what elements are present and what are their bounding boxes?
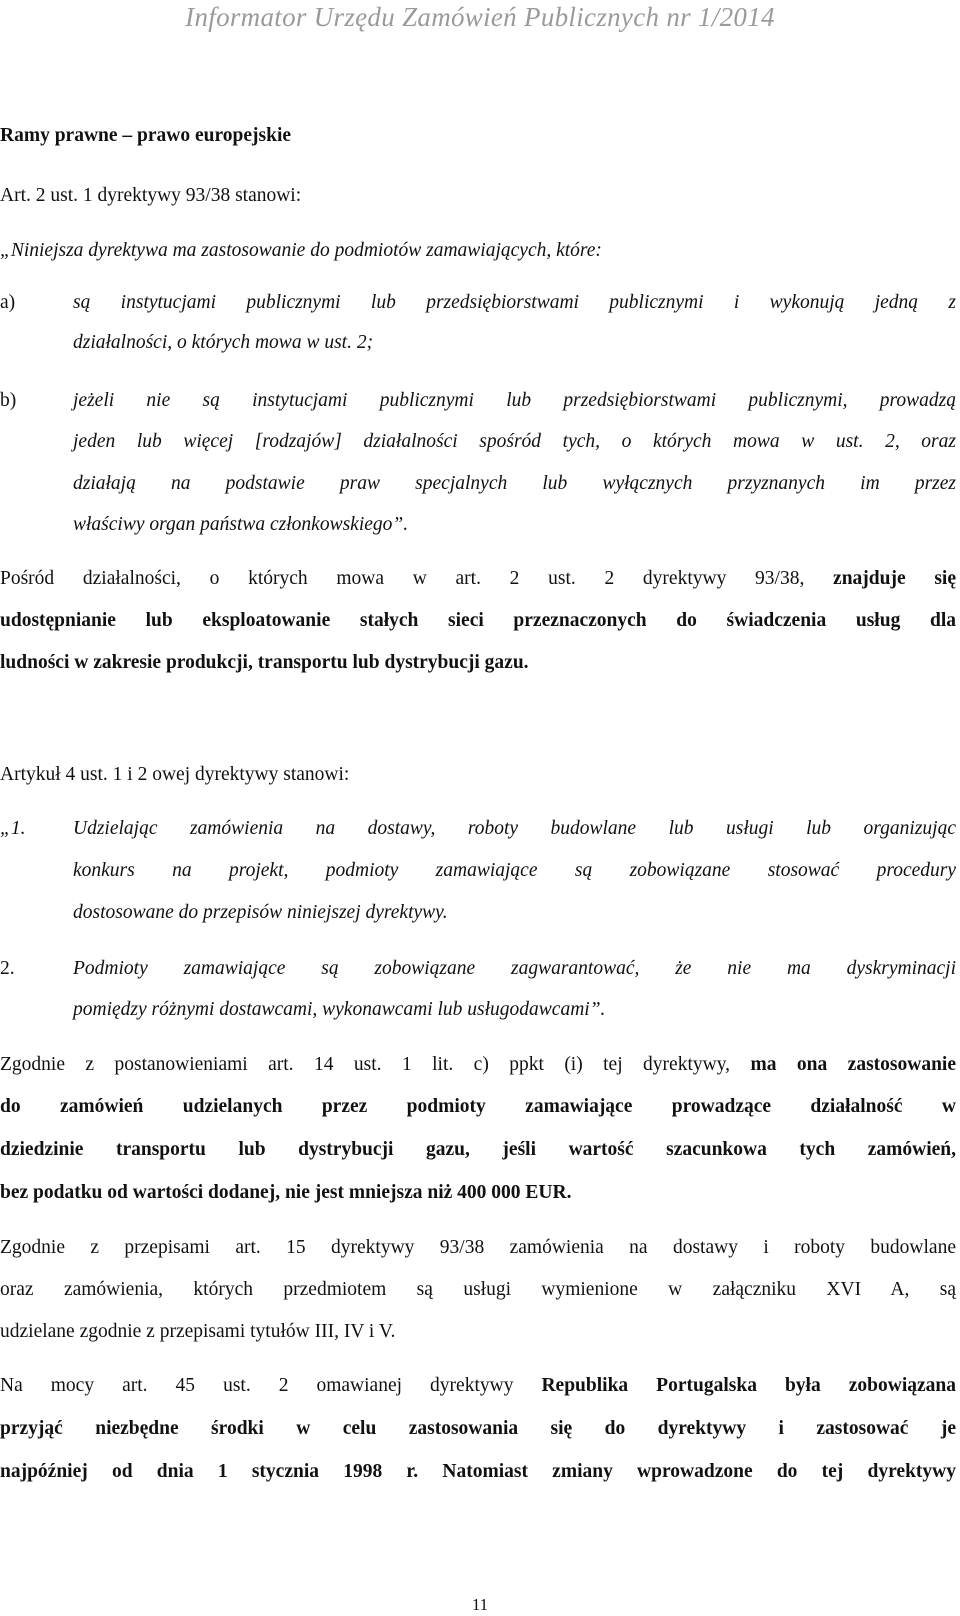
paragraph-art15-line: udzielane zgodnie z przepisami tytułów III, IV i V. <box>0 1321 396 1342</box>
list-item-b-line: jeden lub więcej [rodzajów] działalności spośród tych, o których mowa w ust. 2, oraz <box>73 431 956 452</box>
list-item-1-line: Udzielając zamówienia na dostawy, roboty budowlane lub usługi lub organizując <box>73 818 956 839</box>
list-item-b-line: jeżeli nie są instytucjami publicznymi lub przedsiębiorstwami publicznymi, prowadzą <box>73 390 956 411</box>
paragraph-art2: Art. 2 ust. 1 dyrektywy 93/38 stanowi: <box>0 185 302 206</box>
paragraph-art14-line: bez podatku od wartości dodanej, nie jest mniejsza niż 400 000 EUR. <box>0 1182 572 1203</box>
paragraph-activities-line <box>0 566 956 592</box>
list-item-a-line: są instytucjami publicznymi lub przedsiębiorstwami publicznymi i wykonują jedną z <box>73 292 956 313</box>
paragraph-art15-line: oraz zamówienia, których przedmiotem są usługi wymienione w załączniku XVI A, są <box>0 1279 956 1300</box>
paragraph-art14-line <box>0 1052 956 1078</box>
plain-text: Pośród działalności, o których mowa w art. 2 ust. 2 dyrektywy 93/38, <box>0 568 805 589</box>
list-label-1: „1. <box>0 818 26 839</box>
paragraph-art14-line: dziedzinie transportu lub dystrybucji gazu, jeśli wartość szacunkowa tych zamówień, <box>0 1139 956 1160</box>
list-label-2: 2. <box>0 958 15 979</box>
paragraph-art4: Artykuł 4 ust. 1 i 2 owej dyrektywy stanowi: <box>0 764 350 785</box>
paragraph-art45-line: najpóźniej od dnia 1 stycznia 1998 r. Natomiast zmiany wprowadzone do tej dyrektywy <box>0 1461 956 1482</box>
page-number: 11 <box>471 1595 489 1614</box>
list-item-a-line: działalności, o których mowa w ust. 2; <box>73 332 374 353</box>
paragraph-art15-line: Zgodnie z przepisami art. 15 dyrektywy 93/38 zamówienia na dostawy i roboty budowlane <box>0 1237 956 1258</box>
list-item-1-line: konkurs na projekt, podmioty zamawiające są zobowiązane stosować procedury <box>73 860 956 881</box>
list-item-1-line: dostosowane do przepisów niniejszej dyrektywy. <box>73 902 448 923</box>
list-item-b-line: działają na podstawie praw specjalnych lub wyłącznych przyznanych im przez <box>73 473 956 494</box>
list-label-a: a) <box>0 292 16 313</box>
bold-text: znajduje się <box>833 568 957 589</box>
running-header: Informator Urzędu Zamówień Publicznych nr 1/2014 <box>185 2 775 32</box>
list-item-2-line: pomiędzy różnymi dostawcami, wykonawcami lub usługodawcami”. <box>73 999 606 1020</box>
section-heading: Ramy prawne – prawo europejskie <box>0 125 292 146</box>
quote-intro: „Niniejsza dyrektywa ma zastosowanie do podmiotów zamawiających, które: <box>0 240 602 261</box>
plain-text: Zgodnie z postanowieniami art. 14 ust. 1 lit. c) ppkt (i) tej dyrektywy, <box>0 1054 731 1075</box>
list-item-2-line: Podmioty zamawiające są zobowiązane zagwarantować, że nie ma dyskryminacji <box>73 958 956 979</box>
paragraph-activities-line: udostępnianie lub eksploatowanie stałych sieci przeznaczonych do świadczenia usług dla <box>0 610 956 631</box>
bold-text: ma ona zastosowanie <box>750 1054 956 1075</box>
paragraph-art14-line: do zamówień udzielanych przez podmioty zamawiające prowadzące działalność w <box>0 1096 956 1117</box>
paragraph-art45-line <box>0 1373 956 1399</box>
list-label-b: b) <box>0 390 17 411</box>
paragraph-activities-line: ludności w zakresie produkcji, transportu lub dystrybucji gazu. <box>0 652 529 673</box>
list-item-b-line: właściwy organ państwa członkowskiego”. <box>73 514 409 535</box>
paragraph-art45-line: przyjąć niezbędne środki w celu zastosowania się do dyrektywy i zastosować je <box>0 1418 956 1439</box>
plain-text: Na mocy art. 45 ust. 2 omawianej dyrektywy <box>0 1375 514 1396</box>
bold-text: Republika Portugalska była zobowiązana <box>541 1375 956 1396</box>
